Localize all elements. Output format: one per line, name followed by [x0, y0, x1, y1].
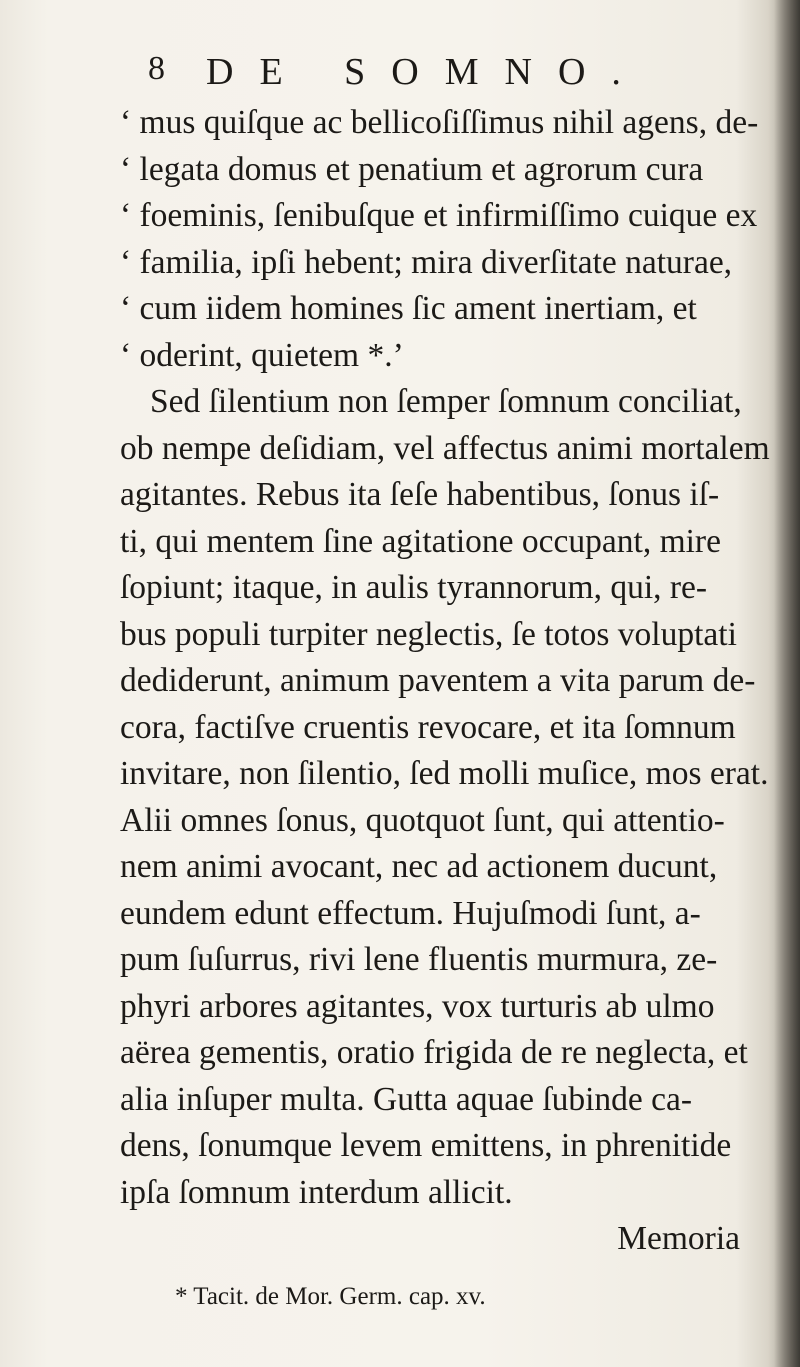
body-text — [120, 100, 770, 1263]
text-line: ‘ familia, ipſi hebent; mira diverſitate naturae, — [120, 243, 733, 281]
running-title: DE SOMNO. — [206, 51, 647, 93]
text-line: alia inſuper multa. Gutta aquae ſubinde ca- — [120, 1080, 693, 1118]
page-header — [148, 50, 668, 100]
text-line: ti, qui mentem ſine agitatione occupant, mire — [120, 522, 721, 560]
text-line: ‘ cum iidem homines ſic ament inertiam, et — [120, 290, 697, 327]
catchword: Memoria — [617, 1220, 740, 1257]
text-line: dediderunt, animum paventem a vita parum de- — [120, 662, 756, 699]
text-line: Alii omnes ſonus, quotquot ſunt, qui attentio- — [120, 801, 725, 839]
text-line: ob nempe deſidiam, vel affectus animi mortalem — [120, 429, 770, 467]
text-line: ipſa ſomnum interdum allicit. — [120, 1173, 513, 1211]
text-line: ſopiunt; itaque, in aulis tyrannorum, qui, re- — [120, 569, 708, 606]
text-line: ‘ mus quiſque ac bellicoſiſſimus nihil agens, de- — [120, 104, 759, 141]
page-number: 8 — [148, 50, 165, 87]
text-line: dens, ſonumque levem emittens, in phrenitide — [120, 1127, 732, 1164]
text-line: eundem edunt effectum. Hujuſmodi ſunt, a- — [120, 894, 701, 932]
text-line: phyri arbores agitantes, vox turturis ab ulmo — [120, 987, 715, 1025]
page-edge-shadow — [774, 0, 800, 1367]
text-line: nem animi avocant, nec ad actionem ducunt, — [120, 848, 718, 885]
footnote: * Tacit. de Mor. Germ. cap. xv. — [175, 1283, 486, 1310]
text-line: pum ſuſurrus, rivi lene fluentis murmura, ze- — [120, 941, 718, 978]
text-line: ‘ oderint, quietem *.’ — [120, 336, 404, 374]
text-line: cora, factiſve cruentis revocare, et ita ſomnum — [120, 708, 736, 746]
text-line: invitare, non ſilentio, ſed molli muſice, mos erat. — [120, 755, 769, 792]
text-line: aërea gementis, oratio frigida de re neglecta, et — [120, 1034, 748, 1071]
text-line: Sed ſilentium non ſemper ſomnum conciliat, — [150, 383, 742, 420]
text-line: ‘ foeminis, ſenibuſque et infirmiſſimo cuique ex — [120, 197, 758, 234]
text-line: bus populi turpiter neglectis, ſe totos voluptati — [120, 615, 737, 653]
text-line: ‘ legata domus et penatium et agrorum cura — [120, 150, 704, 188]
text-line: agitantes. Rebus ita ſeſe habentibus, ſonus iſ- — [120, 476, 720, 513]
